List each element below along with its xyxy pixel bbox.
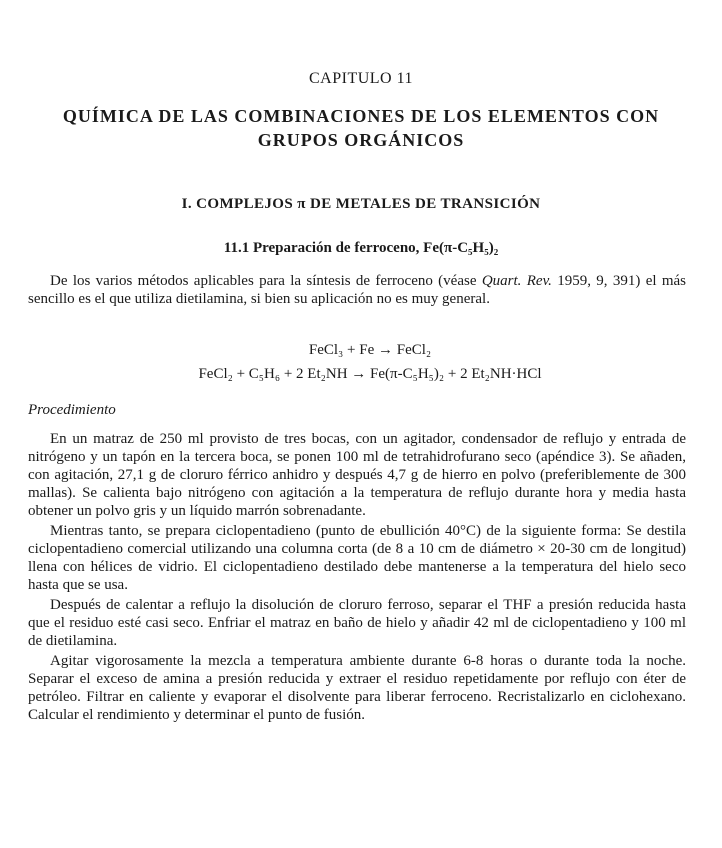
procedure-paragraph-4: Agitar vigorosamente la mezcla a temperatura ambiente durante 6-8 horas o durante toda la noche. Separar el exceso de amina a presión reducida y extraer el residuo repetidamente por reflujo con éter de petróleo. Filtrar en caliente y evaporar el disolvente para liberar ferroceno. Recristalizarlo en ciclohexano. Calcular el rendimiento y determinar el punto de fusión.	[28, 653, 686, 723]
intro-paragraph	[28, 272, 686, 308]
reaction-equations	[90, 338, 650, 386]
procedure-paragraph-1: En un matraz de 250 ml provisto de tres bocas, con un agitador, condensador de reflujo y entrada de nitrógeno y un tapón en la tercera boca, se ponen 100 ml de tetrahidrofurano seco (apéndice 3). Se añaden, con agitación, 27,1 g de cloruro férrico anhidro y después 4,7 g de hierro en polvo (preferiblemente de 300 mallas). Se calienta bajo nitrógeno con agitación a la temperatura de reflujo durante hora y media hasta obtener un polvo gris y un líquido marrón sobrenadante.	[28, 431, 686, 519]
procedure-heading: Procedimiento	[28, 402, 116, 418]
procedure-paragraph-3: Después de calentar a reflujo la disolución de cloruro ferroso, separar el THF a presión reducida hasta que el residuo esté casi seco. Enfriar el matraz en baño de hielo y añadir 42 ml de ciclopentadieno y 100 ml de dietilamina.	[28, 597, 686, 649]
intro-text-end: 1959, 9, 391) el más sencillo es el que utiliza dietilamina, si bien su aplicación no es muy general.	[28, 273, 687, 307]
equation-2: FeCl₂ + C₅H₆ + 2 Et₂NH → Fe(π-C₅H₅)₂ + 2 Et₂NH·HCl	[198, 366, 542, 382]
equation-1: FeCl₃ + Fe → FeCl₂	[308, 342, 432, 358]
procedure-paragraph-2: Mientras tanto, se prepara ciclopentadieno (punto de ebullición 40°C) de la siguiente forma: Se destila ciclopentadieno comercial utilizando una columna corta (de 8 a 10 cm de diámetro × 20-30 cm de longitud) llena con hélices de vidrio. El ciclopentadieno destilado debe mantenerse a la temperatura del hielo seco hasta que se usa.	[28, 523, 686, 593]
procedure-text	[28, 430, 686, 724]
section-heading: I. COMPLEJOS π DE METALES DE TRANSICIÓN	[181, 196, 541, 212]
chapter-label: CAPITULO 11	[308, 70, 413, 87]
subsection-heading: 11.1 Preparación de ferroceno, Fe(π-C₅H₅)₂	[223, 240, 499, 256]
chapter-title: QUÍMICA DE LAS COMBINACIONES DE LOS ELEMENTOS CON GRUPOS ORGÁNICOS	[62, 106, 660, 150]
journal-reference: Quart. Rev.	[481, 273, 552, 289]
intro-text-start: De los varios métodos aplicables para la síntesis de ferroceno (véase	[50, 273, 482, 289]
